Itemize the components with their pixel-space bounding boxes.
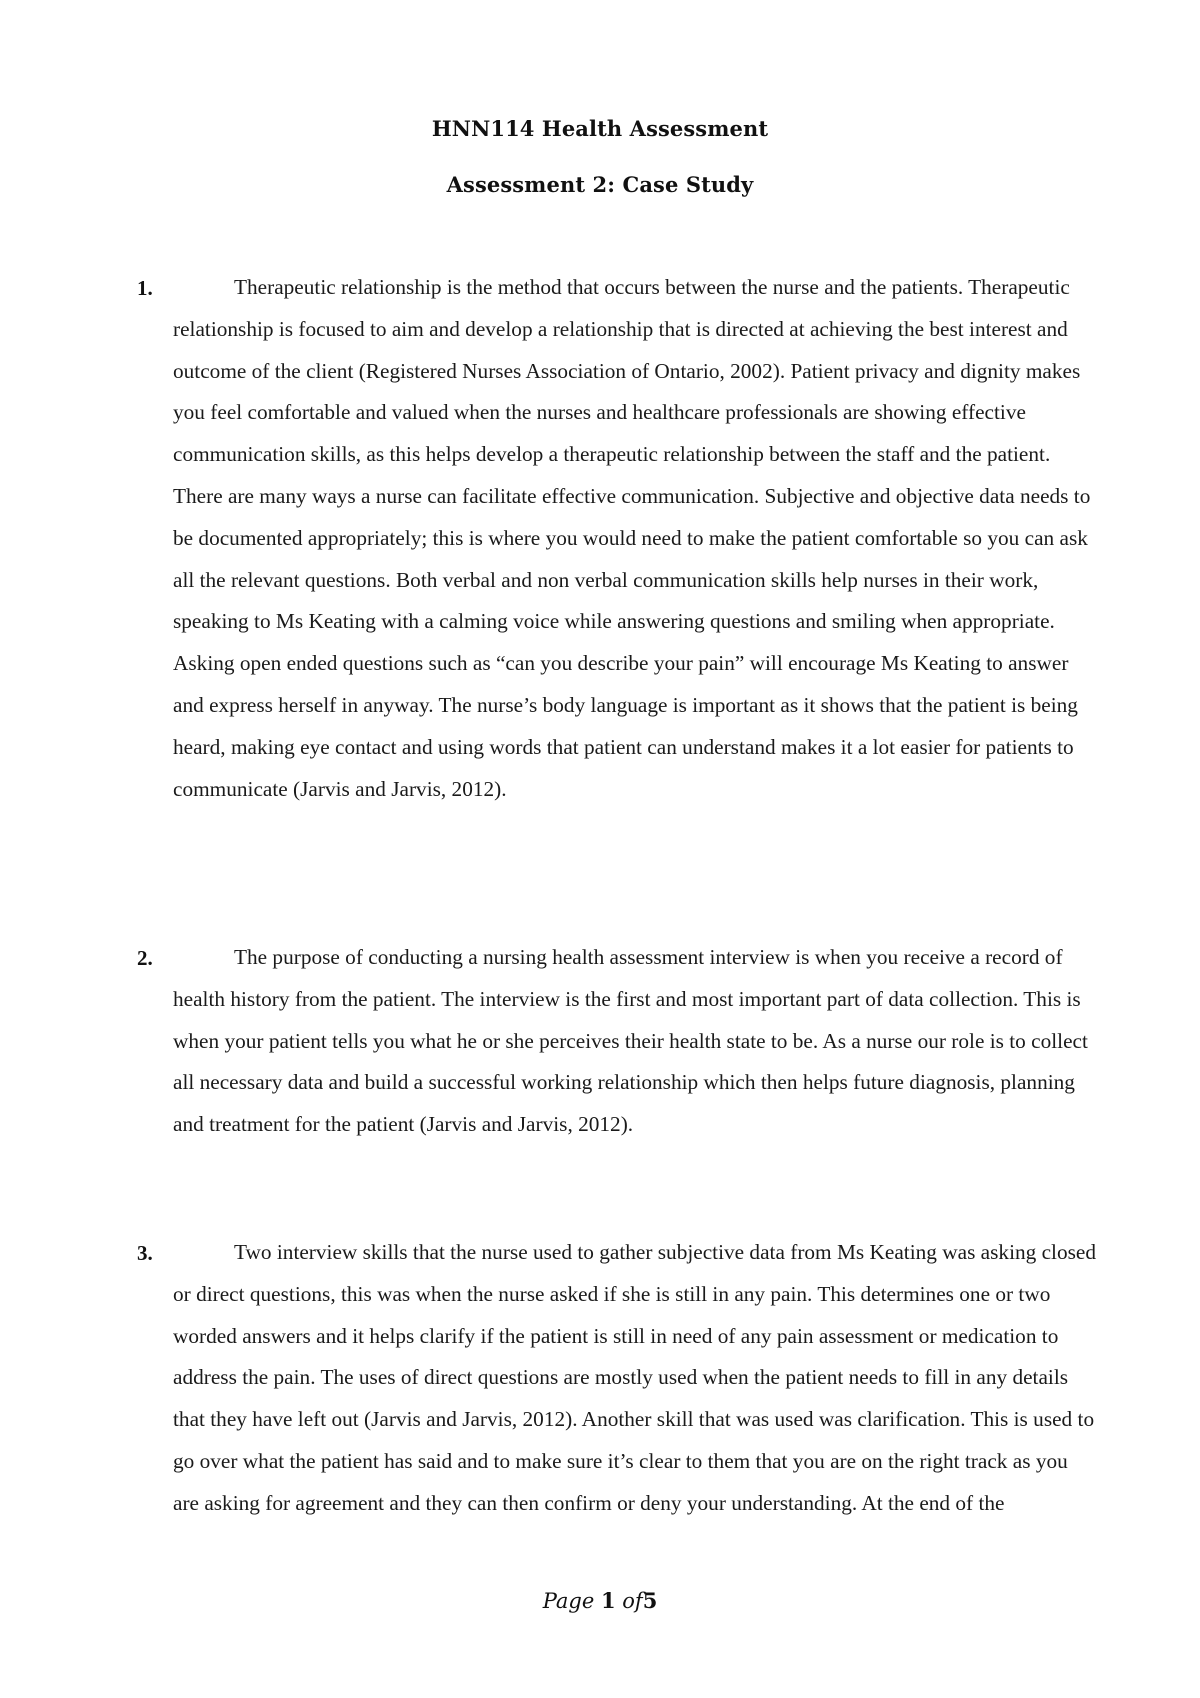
item-number: 3. [137, 1241, 153, 1265]
of-word: of [622, 1589, 643, 1613]
page-footer [0, 1588, 1200, 1613]
item-paragraph: The purpose of conducting a nursing health assessment interview is when you receive a record of health history from the patient. The interview is the first and most important part of data collection. This is when your patient tells you what he or she perceives their health state to be. As a nurse our role is to collect all necessary data and build a successful working relationship which then helps future diagnosis, planning and treatment for the patient (Jarvis and Jarvis, 2012). [173, 945, 1088, 1137]
item-number: 1. [137, 276, 153, 300]
item-number: 2. [137, 946, 153, 970]
document-title: HNN114 Health Assessment [431, 116, 769, 141]
item-paragraph: Two interview skills that the nurse used to gather subjective data from Ms Keating was asking closed or direct questions, this was when the nurse asked if she is still in any pain. This determines one or two worded answers and it helps clarify if the patient is still in need of any pain assessment or medication to address the pain. The uses of direct questions are mostly used when the patient needs to fill in any details that they have left out (Jarvis and Jarvis, 2012). Another skill that was used was clarification. This is used to go over what the patient has said and to make sure it’s clear to them that you are on the right track as you are asking for agreement and they can then confirm or deny your understanding. At the end of the [173, 1240, 1097, 1515]
document-subtitle: Assessment 2: Case Study [446, 172, 754, 197]
item-paragraph: Therapeutic relationship is the method that occurs between the nurse and the patients. Therapeutic relationship is focused to aim and develop a relationship that is directed at achieving the best interest and outcome of the client (Registered Nurses Association of Ontario, 2002). Patient privacy and dignity makes you feel comfortable and valued when the nurses and healthcare professionals are showing effective communication skills, as this helps develop a therapeutic relationship between the staff and the patient. There are many ways a nurse can facilitate effective communication. Subjective and objective data needs to be documented appropriately; this is where you would need to make the patient comfortable so you can ask all the relevant questions. Both verbal and non verbal communication skills help nurses in their work, speaking to Ms Keating with a calming voice while answering questions and smiling when appropriate. Asking open ended questions such as “can you describe your pain” will encourage Ms Keating to answer and express herself in anyway. The nurse’s body language is important as it shows that the patient is being heard, making eye contact and using words that patient can understand makes it a lot easier for patients to communicate (Jarvis and Jarvis, 2012). [173, 275, 1091, 801]
total-pages-number: 5 [642, 1588, 658, 1613]
current-page-number: 1 [600, 1588, 616, 1613]
page-word: Page [542, 1589, 595, 1613]
